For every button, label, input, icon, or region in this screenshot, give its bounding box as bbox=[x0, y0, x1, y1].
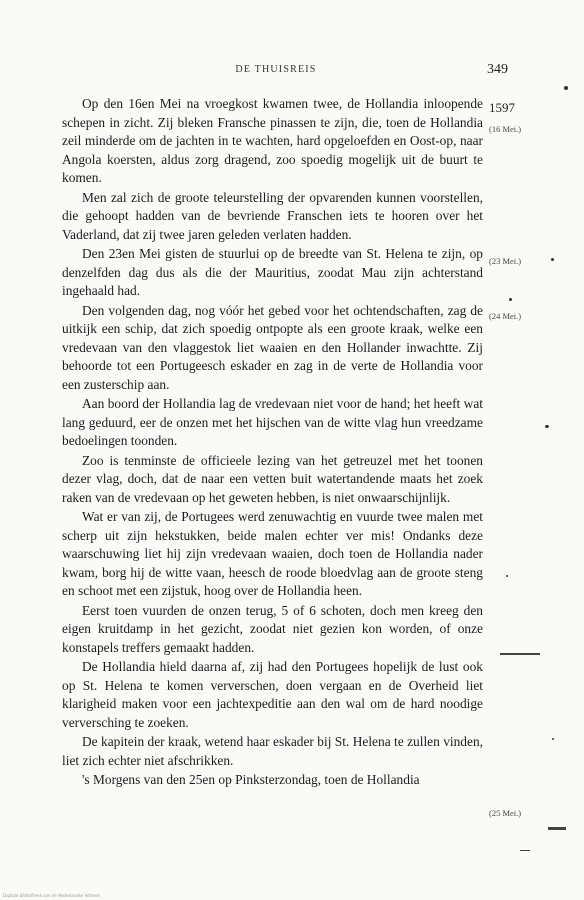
scan-speck bbox=[552, 738, 554, 740]
paragraph: Zoo is tenminste de officieele lezing van het getreuzel met het toonen dezer vlag, doch, dat de naar een vetten buit watertandende maats het zoek raken van de vredevaan op het geweten hebben, is niet onwaarschijnlijk. bbox=[62, 452, 483, 505]
scan-speck bbox=[564, 86, 568, 90]
scan-speck bbox=[551, 258, 554, 261]
paragraph: 's Morgens van den 25en op Pinksterzondag, toen de Hollandia bbox=[82, 772, 420, 787]
paragraph: Aan boord der Hollandia lag de vredevaan niet voor de hand; het heeft wat lang geduurd, eer de onzen met het hijschen van de witte vlag hun vreedzame bedoelingen toonden. bbox=[62, 396, 483, 448]
running-title: DE THUISREIS bbox=[235, 64, 317, 75]
page-header bbox=[56, 62, 508, 80]
margin-date: (16 Mei.) bbox=[489, 124, 522, 134]
paragraph: Den 23en Mei gisten de stuurlui op de breedte van St. Helena te zijn, op denzelfden dag dus als die der Mauritius, zoodat Mau zijn achterstand ingehaald had. bbox=[62, 246, 483, 298]
paragraph: De kapitein der kraak, wetend haar eskader bij St. Helena te zullen vinden, liet zich echter niet afschrikken. bbox=[62, 734, 483, 768]
scan-mark bbox=[520, 850, 530, 851]
margin-year: 1597 bbox=[489, 100, 515, 115]
paragraph: Op den 16en Mei na vroegkost kwamen twee, de Hollandia inloopende schepen in zicht. Zij bleken Fransche pinassen te zijn, die, toen de Hollandia zeil minderde om de jachten in te wachten, hard opgeloefden en Oost-op, naar Angola koersten, aldus zorg dragend, zoo spoedig mogelijk uit de buurt te komen. bbox=[62, 96, 483, 185]
scan-mark bbox=[500, 653, 540, 655]
page-number: 349 bbox=[487, 62, 508, 77]
margin-date: (24 Mei.) bbox=[489, 311, 522, 321]
scan-speck bbox=[545, 425, 549, 428]
paragraph: De Hollandia hield daarna af, zij had den Portugees hopelijk de lust ook op St. Helena te komen ververschen, doen vergaan en de Overheid liet klarigheid maken voor een jachtexpeditie aan den wal om de hard noodige verversching te zoeken. bbox=[62, 659, 483, 730]
paragraph: Men zal zich de groote teleurstelling der opvarenden kunnen voorstellen, die gehoopt hadden van de bevriende Franschen iets te hooren over het Vaderland, dat zij twee jaren geleden verlaten hadden. bbox=[62, 189, 483, 242]
paragraph: Den volgenden dag, nog vóór het gebed voor het ochtendschaften, zag de uitkijk een schip, dat zich spoedig ontpopte als een groote kraak, welke een vredevaan van den vlaggestok liet waaien en den Hollander inwachtte. Zij behoorde tot een Portugeesch eskader en zag in de verte de Hollandia voor een zusterschip aan. bbox=[62, 302, 483, 392]
paragraph: Wat er van zij, de Portugees werd zenuwachtig en vuurde twee malen met scherp uit zijn hekstukken, beide malen echter ver mis! Ondanks deze waarschuwing liet hij zijn vredevaan waaien, doch toen de Hollandia nader kwam, borg hij de witte vaan, heesch de roode bloedvlag aan de groote steng en schoot met een zijstuk, hoog over de Hollandia heen. bbox=[62, 509, 483, 598]
paragraph: Eerst toen vuurden de onzen terug, 5 of 6 schoten, doch men kreeg den eigen kruitdamp in het gezicht, zoodat niet gezien kon worden, of onze konstapels treffers gemaakt hadden. bbox=[62, 602, 483, 655]
margin-date: (25 Mei.) bbox=[489, 808, 522, 818]
margin-date: (23 Mei.) bbox=[489, 256, 522, 266]
body-text bbox=[62, 95, 483, 790]
page-footer: Digitale bibliotheek van de Nederlandse letteren bbox=[3, 893, 101, 898]
scan-speck bbox=[506, 575, 508, 577]
scan-mark bbox=[548, 827, 566, 830]
scan-speck bbox=[509, 298, 512, 301]
